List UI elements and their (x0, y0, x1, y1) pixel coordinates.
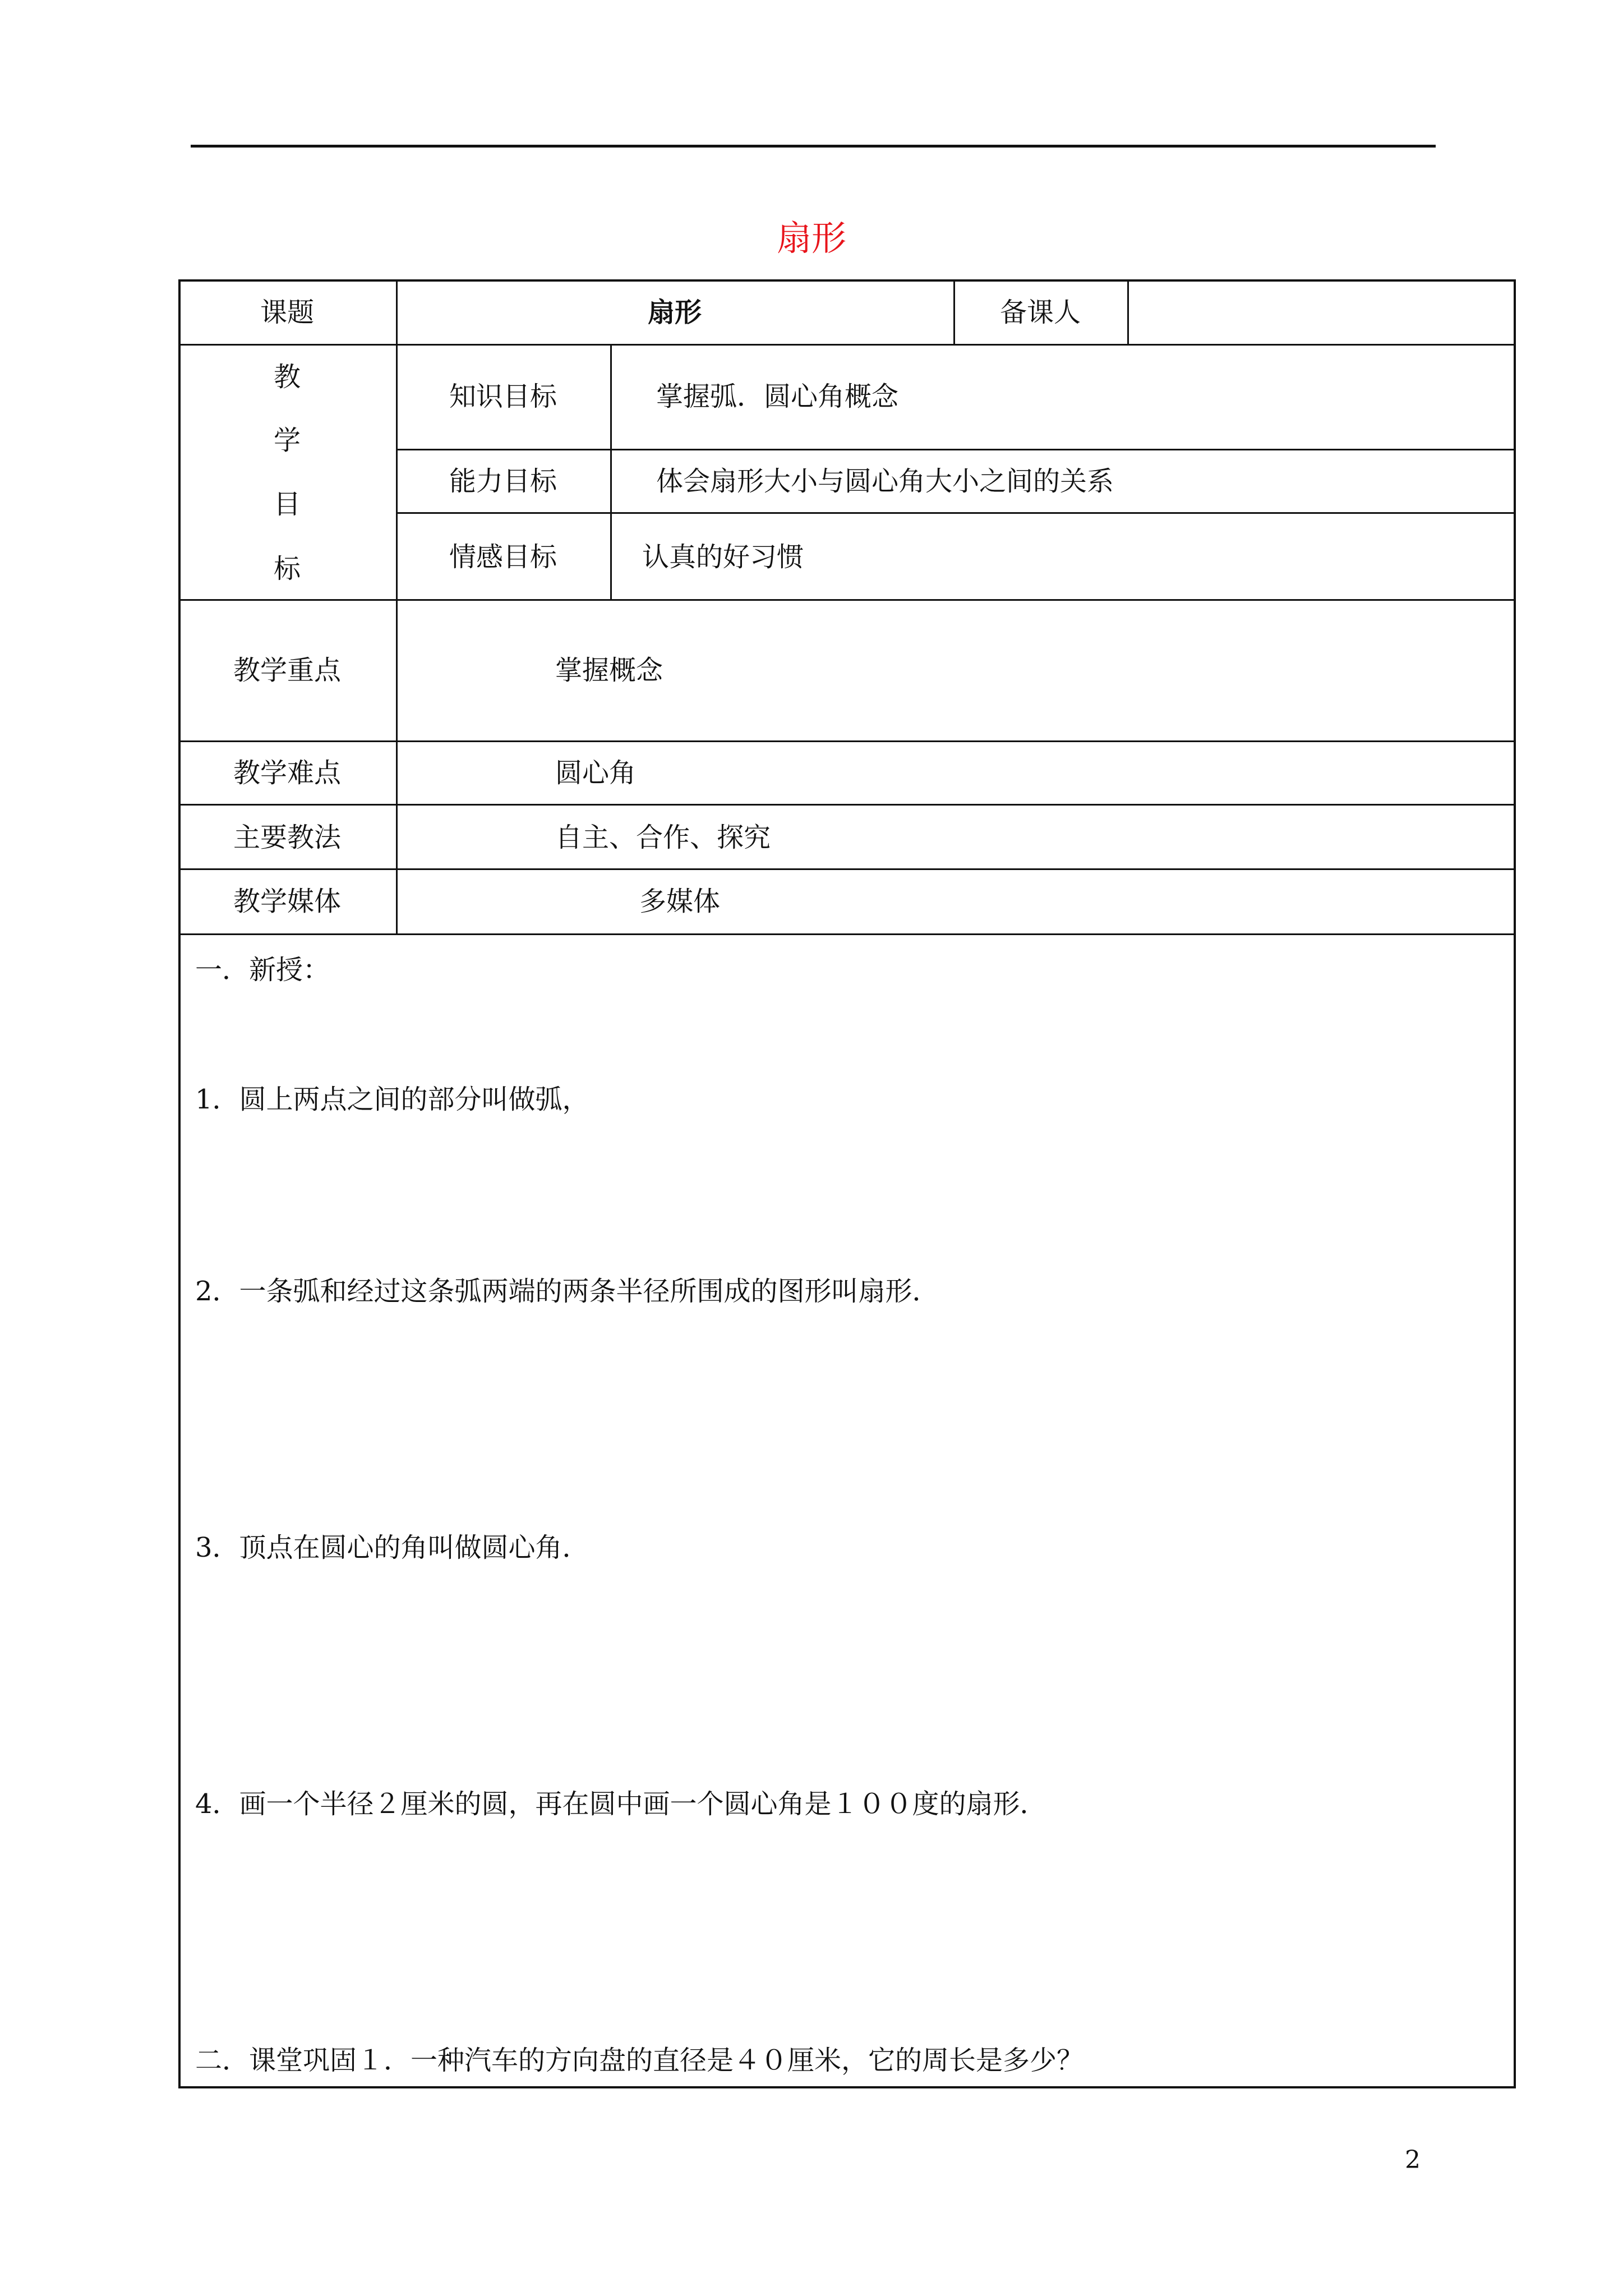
ability-objective-value: 体会扇形大小与圆心角大小之间的关系 (656, 466, 1114, 497)
objectives-label-char: 目 (273, 489, 301, 520)
column-divider (1127, 279, 1129, 344)
header-rule (191, 145, 1436, 148)
row-divider (396, 449, 1516, 450)
row-divider (178, 804, 1516, 806)
teaching-method-value: 自主、合作、探究 (555, 822, 771, 853)
section-heading-new-lesson: 一．新授： (195, 954, 330, 986)
emotion-objective-label: 情感目标 (449, 541, 557, 573)
column-divider (396, 279, 398, 933)
row-divider (178, 740, 1516, 742)
document-title: 扇形 (776, 218, 846, 259)
lesson-point: 4．画一个半径２厘米的圆，再在圆中画一个圆心角是１００度的扇形． (195, 1788, 1047, 1820)
objectives-label-char: 标 (273, 553, 301, 585)
lesson-point: 1．圆上两点之间的部分叫做弧， (195, 1084, 589, 1115)
topic-label: 课题 (260, 297, 314, 328)
key-point-label: 教学重点 (233, 655, 341, 686)
page-number: 2 (1405, 2146, 1421, 2174)
section-consolidation-line: 二．课堂巩固１．一种汽车的方向盘的直径是４０厘米，它的周长是多少？ (195, 2045, 1084, 2076)
objectives-label-char: 学 (273, 425, 301, 456)
emotion-objective-value: 认真的好习惯 (642, 541, 804, 573)
knowledge-objective-label: 知识目标 (449, 381, 557, 412)
lesson-point: 3．顶点在圆心的角叫做圆心角． (195, 1532, 589, 1563)
lesson-point: 2．一条弧和经过这条弧两端的两条半径所围成的图形叫扇形． (195, 1276, 939, 1307)
teaching-media-label: 教学媒体 (233, 886, 341, 917)
row-divider (178, 933, 1516, 935)
teaching-method-label: 主要教法 (233, 822, 341, 853)
teaching-media-value: 多媒体 (639, 886, 721, 917)
row-divider (396, 512, 1516, 514)
key-point-value: 掌握概念 (555, 655, 663, 686)
knowledge-objective-value: 掌握弧．圆心角概念 (656, 381, 899, 412)
preparer-label: 备课人 (999, 297, 1081, 328)
row-divider (178, 599, 1516, 601)
difficulty-label: 教学难点 (233, 757, 341, 789)
column-divider (610, 344, 612, 599)
topic-value: 扇形 (647, 297, 702, 328)
objectives-label-char: 教 (273, 361, 301, 393)
row-divider (178, 868, 1516, 870)
row-divider (178, 344, 1516, 346)
ability-objective-label: 能力目标 (449, 466, 557, 497)
difficulty-value: 圆心角 (555, 757, 637, 789)
